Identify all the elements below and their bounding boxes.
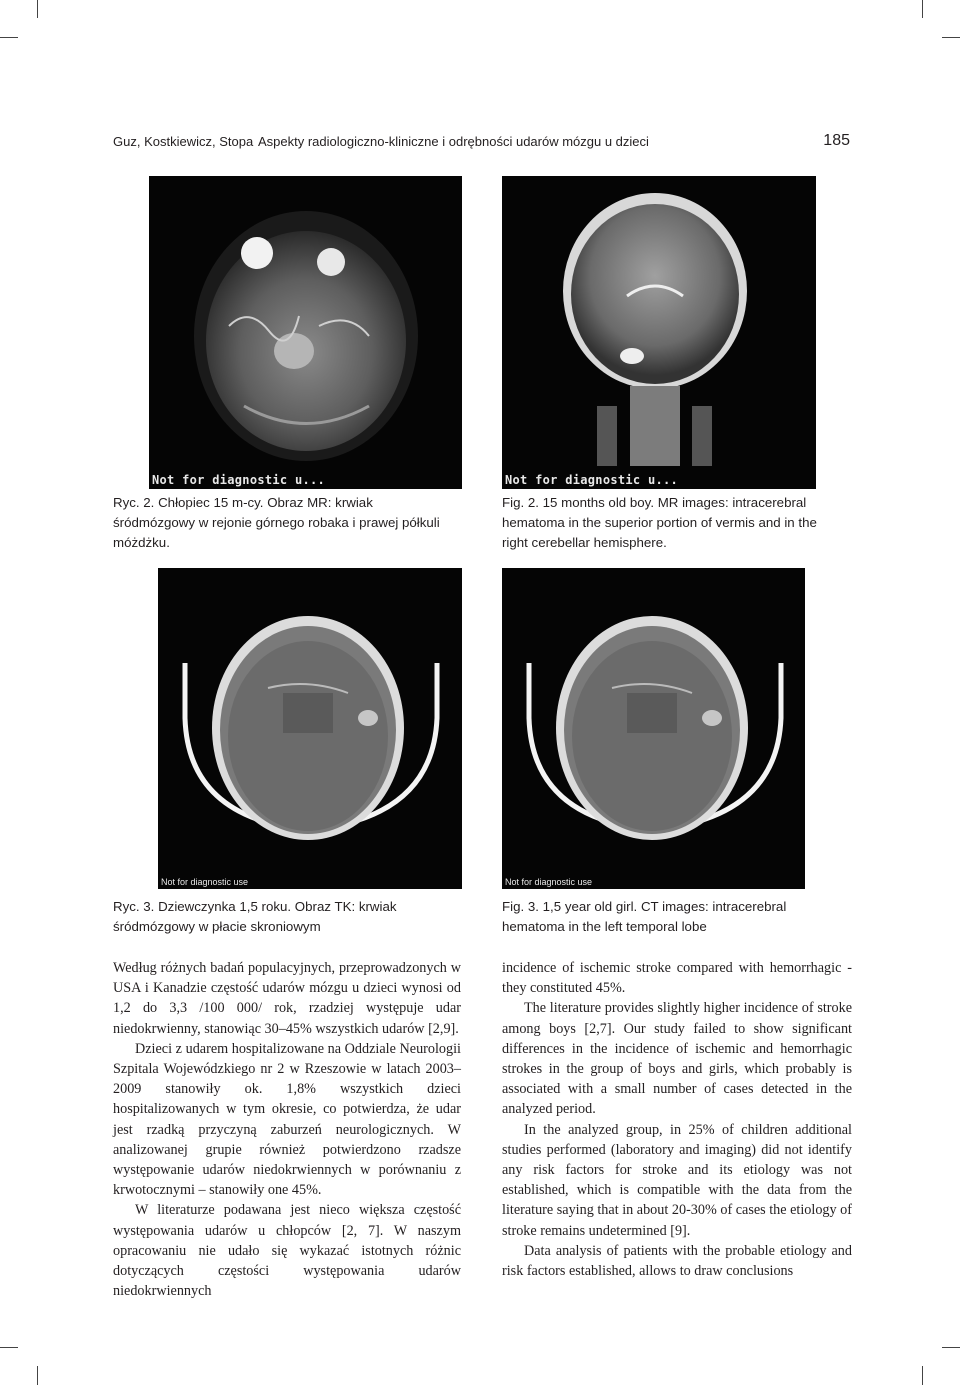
running-head-title: Aspekty radiologiczno-kliniczne i odrębności udarów mózgu u dzieci — [258, 134, 649, 149]
paragraph: Data analysis of patients with the probable etiology and risk factors established, allows to draw conclusions — [502, 1242, 852, 1280]
scan-overlay-text: Not for diagnostic u... — [152, 473, 326, 487]
running-head — [113, 132, 850, 154]
body-column-right — [502, 958, 852, 1281]
figure-caption-pl — [113, 897, 463, 937]
crop-mark — [0, 37, 18, 38]
caption-line: śródmózgowy w rejonie górnego robaka i prawej półkuli — [113, 515, 440, 530]
crop-mark — [0, 1347, 18, 1348]
crop-mark — [922, 1366, 923, 1385]
paragraph: W literaturze podawana jest nieco większa częstość występowania udarów u chłopców [2, 7]. W naszym opracowaniu nie udało się wykazać istotnych różnic dotyczących częstości występowania udarów niedokrwiennych — [113, 1202, 461, 1300]
figure-caption-en — [502, 897, 852, 937]
caption-line: right cerebellar hemisphere. — [502, 535, 667, 550]
caption-line: móżdżku. — [113, 535, 170, 550]
caption-line: hematoma in the superior portion of vermis and in the — [502, 515, 817, 530]
body-column-left — [113, 958, 461, 1301]
scan-overlay-text: Not for diagnostic use — [505, 877, 593, 887]
paragraph: Dzieci z udarem hospitalizowane na Oddziale Neurologii Szpitala Wojewódzkiego nr 2 w Rzeszowie w latach 2003–2009 stanowiły ok. 1,8% wszystkich dzieci hospitalizowanych w tym okresie, co potwierdza, że udar jest rzadką przyczyną zaburzeń neurologicznych. W analizowanej grupie również potwierdzono rzadsze występowanie udarów niedokrwiennych w porównaniu z krwotocznymi – stanowiły one 45%. — [113, 1040, 461, 1199]
ct-image-left — [158, 568, 462, 889]
crop-mark — [942, 1347, 960, 1348]
ct-image-right — [502, 568, 805, 889]
caption-line: Ryc. 2. Chłopiec 15 m-cy. Obraz MR: krwiak — [113, 495, 373, 510]
figure-caption-pl — [113, 493, 463, 553]
crop-mark — [942, 37, 960, 38]
scan-overlay-text: Not for diagnostic u... — [505, 473, 679, 487]
caption-line: Fig. 2. 15 months old boy. MR images: intracerebral — [502, 495, 807, 510]
caption-line: Fig. 3. 1,5 year old girl. CT images: intracerebral — [502, 899, 787, 914]
running-head-authors: Guz, Kostkiewicz, Stopa — [113, 134, 254, 149]
caption-line: śródmózgowy w płacie skroniowym — [113, 919, 321, 934]
caption-line: hematoma in the left temporal lobe — [502, 919, 707, 934]
figure-caption-en — [502, 493, 852, 553]
page-number: 185 — [823, 132, 850, 149]
mr-axial-image — [149, 176, 462, 489]
crop-mark — [922, 0, 923, 18]
crop-mark — [37, 0, 38, 18]
paragraph: Według różnych badań populacyjnych, przeprowadzonych w USA i Kanadzie częstość udarów mózgu u dzieci wynosi od 1,2 do 3,3 /100 000/ rok, rzadziej występuje udar niedokrwienny, stanowiąc 30–45% wszystkich udarów [2,9]. — [113, 960, 461, 1037]
scan-overlay-text: Not for diagnostic use — [161, 877, 249, 887]
mr-coronal-image — [502, 176, 816, 489]
paragraph: In the analyzed group, in 25% of children additional studies performed (laboratory and imaging) did not identify any risk factors for stroke and its etiology was not established, which is compatible with the data from the literature saying that in about 20-30% of cases the etiology of stroke remains undetermined [9]. — [502, 1121, 852, 1239]
paragraph: incidence of ischemic stroke compared with hemorrhagic - they constituted 45%. — [502, 960, 852, 997]
crop-mark — [37, 1366, 38, 1385]
caption-line: Ryc. 3. Dziewczynka 1,5 roku. Obraz TK: krwiak — [113, 899, 397, 914]
paragraph: The literature provides slightly higher incidence of stroke among boys [2,7]. Our study failed to show significant differences in the incidence of ischemic and hemorrhagic strokes in the group of boys and girls, which probably is associated with a small number of cases detected in the analyzed period. — [502, 1000, 852, 1118]
